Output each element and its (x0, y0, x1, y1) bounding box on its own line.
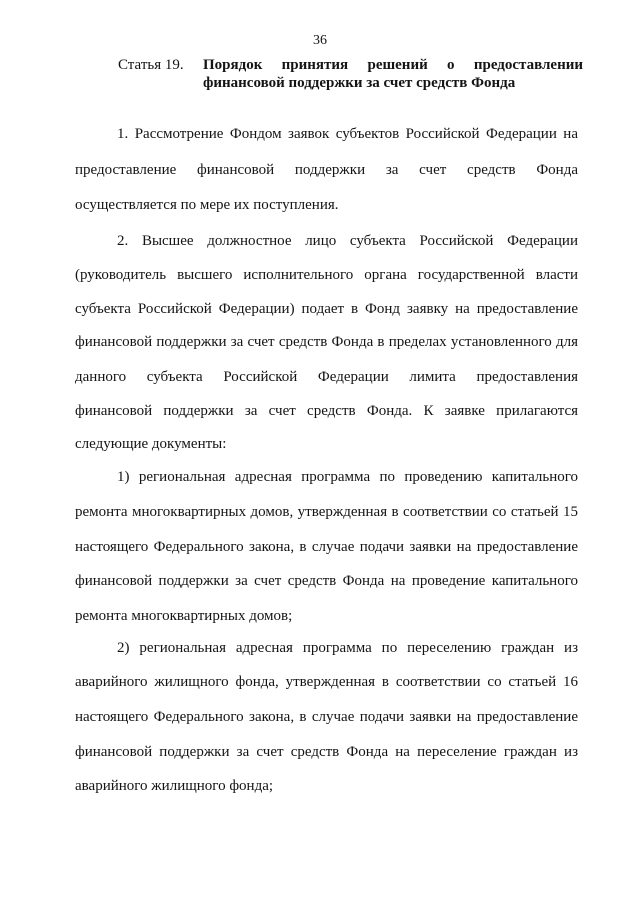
list-item-line: 2) региональная адресная программа по переселению граждан из (117, 640, 578, 656)
list-item-line: настоящего Федерального закона, в случае подачи заявки на предоставление (75, 539, 578, 555)
list-item-line: аварийного жилищного фонда; (75, 778, 274, 794)
list-item-line: финансовой поддержки за счет средств Фонда на проведение капитального (75, 573, 578, 589)
paragraph-line: данного субъекта Российской Федерации лимита предоставления (75, 369, 578, 385)
paragraph-line: осуществляется по мере их поступления. (75, 197, 339, 213)
article-title (203, 56, 583, 92)
paragraph-line: предоставление финансовой поддержки за счет средств Фонда (75, 162, 578, 178)
list-item-line: финансовой поддержки за счет средств Фонда на переселение граждан из (75, 744, 578, 760)
article-label: Статья 19. (118, 57, 184, 73)
paragraph-line: субъекта Российской Федерации) подает в Фонд заявку на предоставление (75, 301, 578, 317)
list-item-line: 1) региональная адресная программа по проведению капитального (117, 469, 578, 485)
paragraph-line: финансовой поддержки за счет средств Фонда в пределах установленного для (75, 334, 578, 350)
paragraph-line: финансовой поддержки за счет средств Фонда. К заявке прилагаются (75, 403, 578, 419)
list-item-line: ремонта многоквартирных домов; (75, 608, 293, 624)
paragraph-line: следующие документы: (75, 436, 227, 452)
paragraph-line: (руководитель высшего исполнительного органа государственной власти (75, 267, 578, 283)
paragraph-line: 2. Высшее должностное лицо субъекта Российской Федерации (117, 233, 578, 249)
list-item-line: настоящего Федерального закона, в случае подачи заявки на предоставление (75, 709, 578, 725)
list-item-line: ремонта многоквартирных домов, утвержденная в соответствии со статьей 15 (75, 504, 578, 520)
article-title-line: Порядок принятия решений о предоставлении (203, 57, 583, 73)
page-number: 36 (313, 33, 327, 48)
paragraph-line: 1. Рассмотрение Фондом заявок субъектов Российской Федерации на (117, 126, 578, 142)
article-title-line: финансовой поддержки за счет средств Фонда (203, 75, 516, 91)
list-item-line: аварийного жилищного фонда, утвержденная в соответствии со статьей 16 (75, 674, 578, 690)
